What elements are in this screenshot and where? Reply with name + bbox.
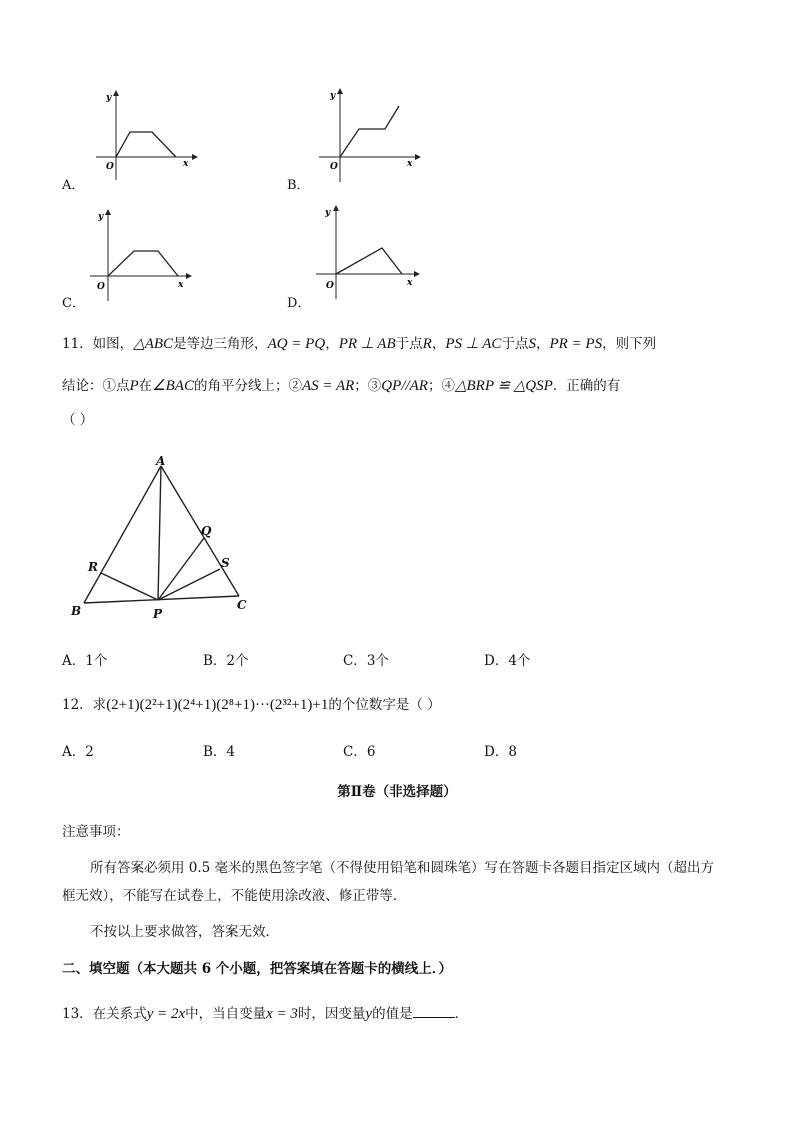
q11-text: 于点: [395, 336, 423, 352]
q11-math: △BRP ≌ △QSP: [454, 378, 553, 394]
point-b-label: B: [71, 604, 82, 618]
q11-triangle-figure: [64, 450, 264, 626]
q11-text: 结论：①点: [62, 378, 130, 394]
q11-line-2: [62, 374, 620, 395]
q11-text: ，: [535, 336, 550, 352]
option-c-label: C．: [62, 296, 85, 311]
q11-answer-paren: （ ）: [62, 412, 94, 428]
q13-text: 时，因变量: [297, 1006, 366, 1022]
q11-text: ；④: [427, 378, 455, 394]
q12-choice-d[interactable]: D．8: [484, 744, 517, 760]
q11-text: ，: [325, 336, 339, 352]
q11-choice-b[interactable]: B．2个: [203, 653, 249, 669]
q11-math: PR = PS: [549, 336, 603, 352]
q11-math: △ABC: [133, 336, 174, 352]
q11-text: ．正确的有: [552, 378, 621, 394]
y-axis-label: y: [325, 208, 331, 218]
q12-expression: (2+1)(2²+1)(2⁴+1)(2⁸+1)···(2³²+1)+1: [106, 697, 329, 713]
option-d-label: D．: [287, 296, 311, 311]
q11-text: 在: [138, 378, 153, 394]
y-axis-label: y: [106, 93, 112, 103]
x-axis-label: x: [183, 159, 189, 169]
q13-text: 的值是: [372, 1006, 413, 1022]
q13-math: y: [365, 1006, 373, 1022]
q11-line-1: [62, 332, 656, 353]
origin-label: O: [330, 162, 338, 172]
point-q-label: Q: [201, 524, 212, 538]
q11-text: ，则下列: [602, 336, 657, 352]
point-s-label: S: [221, 556, 230, 570]
q11-math: AQ = PQ: [267, 336, 326, 352]
graph-option-b: [315, 84, 425, 188]
q12-line: [62, 693, 441, 714]
y-axis-label: y: [330, 91, 336, 101]
x-axis-label: x: [407, 278, 413, 288]
section-title: 第Ⅱ卷（非选择题）: [337, 784, 457, 800]
q13-text: 中，当自变量: [185, 1006, 267, 1022]
x-axis-label: x: [407, 159, 413, 169]
q12-text: 的个位数字是（ ）: [328, 697, 441, 713]
q11-text: 的角平分线上；②: [193, 378, 302, 394]
graph-option-a: [92, 88, 202, 188]
q13-math: y = 2x: [146, 1006, 186, 1022]
q11-math: P: [129, 378, 139, 394]
option-a-label: A．: [62, 178, 85, 193]
origin-label: O: [326, 281, 334, 291]
q11-math: QP//AR: [381, 378, 428, 394]
q11-math: PR ⊥ AB: [338, 336, 396, 352]
notice-label: 注意事项：: [62, 824, 130, 840]
y-axis-label: y: [98, 212, 104, 222]
q11-math: R: [422, 336, 432, 352]
graph-option-d: [312, 201, 422, 305]
point-r-label: R: [88, 560, 98, 574]
q12-text: 12．求: [62, 697, 107, 713]
q12-choice-c[interactable]: C．6: [343, 744, 376, 760]
q11-math: PS ⊥ AC: [445, 336, 502, 352]
q11-text: ，: [431, 336, 446, 352]
q11-choice-c[interactable]: C．3个: [343, 653, 389, 669]
origin-label: O: [97, 282, 105, 292]
origin-label: O: [106, 162, 114, 172]
notice-paragraph-2: 不按以上要求做答，答案无效．: [90, 924, 279, 940]
point-a-label: A: [156, 454, 166, 468]
q11-text: 11．如图，: [62, 336, 134, 352]
q11-text: ；③: [354, 378, 382, 394]
graph-option-c: [86, 205, 196, 305]
q11-math: S: [528, 336, 536, 352]
q12-choice-a[interactable]: A．2: [62, 744, 94, 760]
q11-math: AS = AR: [301, 378, 355, 394]
notice-paragraph-1-line-2: 框无效），不能写在试卷上，不能使用涂改液、修正带等．: [62, 888, 407, 904]
x-axis-label: x: [178, 280, 184, 290]
q13-text: 13．在关系式: [62, 1006, 147, 1022]
q12-choice-b[interactable]: B．4: [203, 744, 236, 760]
q13-math: x = 3: [266, 1006, 298, 1022]
answer-blank[interactable]: [413, 1005, 455, 1018]
notice-paragraph-1-line-1: 所有答案必须用 0.5 毫米的黑色签字笔（不得使用铅笔和圆珠笔）写在答题卡各题目指定区域内（超出方: [90, 860, 715, 876]
point-p-label: P: [153, 607, 163, 621]
option-b-label: B．: [287, 178, 310, 193]
q11-text: 是等边三角形，: [173, 336, 268, 352]
q11-text: 于点: [501, 336, 529, 352]
q13-text: ．: [454, 1006, 469, 1022]
fill-section-title: 二、填空题（本大题共 6 个小题，把答案填在答题卡的横线上．）: [62, 961, 453, 977]
q11-math: ∠BAC: [152, 378, 194, 394]
q11-choice-a[interactable]: A．1个: [62, 653, 108, 669]
q11-choice-d[interactable]: D．4个: [484, 653, 531, 669]
q13-line: [62, 1002, 468, 1023]
point-c-label: C: [237, 598, 247, 612]
